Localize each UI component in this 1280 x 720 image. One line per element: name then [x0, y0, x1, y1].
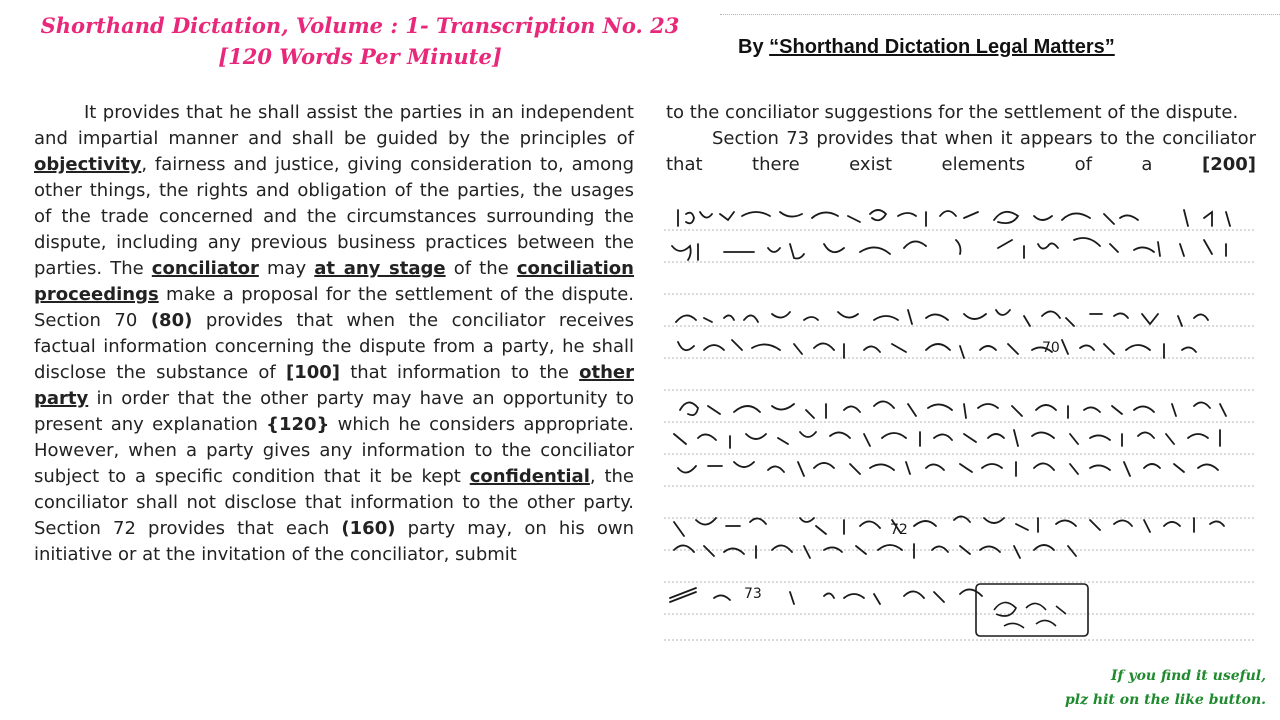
keyword-at-any-stage: at any stage [314, 258, 446, 279]
text-run: of the [445, 258, 517, 279]
footer-line-1: If you find it useful, [1110, 668, 1266, 684]
transcript-right-column [666, 100, 1256, 178]
text-run: make a proposal for the settlement of the dispute. Section 70 [34, 284, 634, 331]
word-count-marker: {120} [266, 414, 330, 435]
word-count-marker: (80) [150, 310, 193, 331]
word-count-marker: (160) [341, 518, 396, 539]
transcript-paragraph [34, 100, 634, 568]
text-run: , the conciliator shall not disclose that information to the other party. Section 72 provides that each [34, 466, 635, 539]
keyword-conciliation-proceedings: conciliation proceedings [34, 258, 634, 305]
transcript-left-column [34, 100, 634, 568]
footer-line-2: plz hit on the like button. [1065, 692, 1266, 708]
word-count-marker: [100] [285, 362, 340, 383]
top-divider [720, 14, 1280, 15]
keyword-conciliator: conciliator [151, 258, 259, 279]
shorthand-number-72: 72 [890, 522, 908, 538]
text-run: party may, on his own initiative or at the invitation of the conciliator, submit [34, 518, 635, 565]
transcript-paragraph: to the conciliator suggestions for the settlement of the dispute. [666, 102, 1239, 123]
text-run: which he considers appropriate. However, when a party gives any information to the conciliator subject to a specific condition that it be kept [34, 414, 634, 487]
ruled-lines [664, 230, 1254, 640]
shorthand-number-73: 73 [744, 586, 762, 602]
title-line-2: [120 Words Per Minute] [218, 44, 502, 69]
source-title: “Shorthand Dictation Legal Matters” [769, 36, 1115, 58]
video-title [30, 10, 690, 72]
text-run: in order that the other party may have an opportunity to present any explanation [34, 388, 634, 435]
text-run: provides that when the conciliator receives factual information concerning the dispute from a party, he shall disclose the substance of [34, 310, 634, 383]
text-run: , fairness and justice, giving consideration to, among other things, the rights and obligation of the parties, the usages of the trade concerned and the circumstances surrounding the dispute, including any previous business practices between the parties. The [34, 154, 634, 279]
shorthand-strokes [670, 210, 1230, 604]
like-reminder [1065, 664, 1266, 712]
keyword-confidential: confidential [469, 466, 590, 487]
shorthand-outlines [664, 200, 1254, 650]
annotation-curl [994, 602, 1066, 628]
keyword-other-party: other party [34, 362, 634, 409]
word-count-marker: [200] [1201, 154, 1256, 175]
annotation-box [976, 584, 1088, 636]
text-run: may [258, 258, 315, 279]
text-run: It provides that he shall assist the parties in an independent and impartial manner and shall be guided by the principles of [34, 102, 634, 149]
keyword-objectivity: objectivity [34, 154, 142, 175]
text-run: that information to the [340, 362, 580, 383]
by-prefix: By [738, 36, 764, 58]
shorthand-number-70: 70 [1042, 340, 1060, 356]
source-byline [738, 36, 1115, 59]
title-line-1: Shorthand Dictation, Volume : 1- Transcription No. 23 [40, 13, 680, 38]
transcript-paragraph [666, 126, 1256, 178]
text-run: Section 73 provides that when it appears to the conciliator that there exist elements of a [666, 128, 1256, 175]
